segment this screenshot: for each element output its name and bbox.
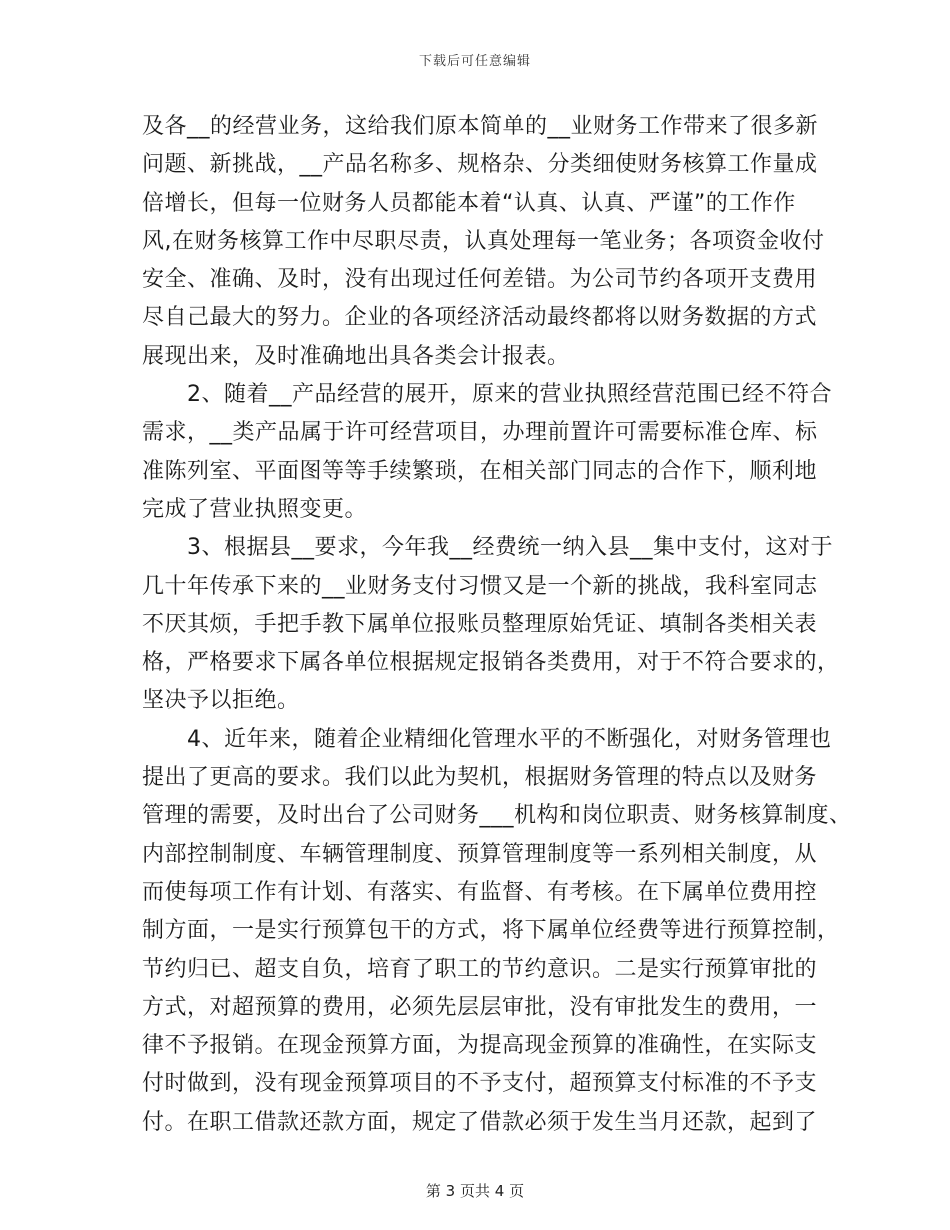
text-line: 而使每项工作有计划、有落实、有监督、有考核。在下属单位费用控 (142, 879, 818, 905)
text-line: 内部控制制度、车辆管理制度、预算管理制度等一系列相关制度，从 (142, 841, 818, 867)
text-line: 制方面，一是实行预算包干的方式，将下属单位经费等进行预算控制， (142, 918, 840, 944)
text-line: 管理的需要，及时出台了公司财务___机构和岗位职责、财务核算制度、 (142, 803, 852, 829)
text-line: 律不予报销。在现金预算方面，为提高现金预算的准确性，在实际支 (142, 1033, 818, 1059)
text-line: 节约归已、超支自负，培育了职工的节约意识。二是实行预算审批的 (142, 956, 818, 982)
text-line: 风,在财务核算工作中尽职尽责，认真处理每一笔业务；各项资金收付 (142, 228, 825, 254)
text-line: 准陈列室、平面图等等手续繁琐，在相关部门同志的合作下，顺利地 (142, 458, 818, 484)
text-line: 完成了营业执照变更。 (142, 496, 368, 522)
text-line: 方式，对超预算的费用，必须先层层审批，没有审批发生的费用，一 (142, 994, 818, 1020)
document-body (142, 108, 852, 1142)
page-header: 下载后可任意编辑 (418, 54, 531, 69)
text-line: 2、随着__产品经营的展开，原来的营业执照经营范围已经不符合 (142, 382, 832, 408)
text-line: 倍增长，但每一位财务人员都能本着“认真、认真、严谨”的工作作 (142, 190, 796, 216)
text-line: 需求，__类产品属于许可经营项目，办理前置许可需要标准仓库、标 (142, 420, 818, 446)
text-line: 4、近年来，随着企业精细化管理水平的不断强化，对财务管理也 (142, 726, 832, 752)
text-line: 展现出来，及时准确地出具各类会计报表。 (142, 343, 570, 369)
text-line: 尽自己最大的努力。企业的各项经济活动最终都将以财务数据的方式 (142, 305, 818, 331)
text-line: 付时做到，没有现金预算项目的不予支付，超预算支付标准的不予支 (142, 1071, 818, 1097)
page-footer: 第 3 页共 4 页 (425, 1182, 525, 1200)
text-line: 坚决予以拒绝。 (142, 688, 300, 714)
text-line: 格，严格要求下属各单位根据规定报销各类费用，对于不符合要求的， (142, 650, 840, 676)
text-line: 3、根据县__要求，今年我__经费统一纳入县__集中支付，这对于 (142, 535, 833, 561)
text-line: 不厌其烦，手把手教下属单位报账员整理原始凭证、填制各类相关表 (142, 611, 818, 637)
text-line: 问题、新挑战，__产品名称多、规格杂、分类细使财务核算工作量成 (142, 152, 818, 178)
text-line: 提出了更高的要求。我们以此为契机，根据财务管理的特点以及财务 (142, 765, 818, 791)
text-line: 及各__的经营业务，这给我们原本简单的__业财务工作带来了很多新 (142, 114, 819, 139)
text-line: 付。在职工借款还款方面，规定了借款必须于发生当月还款，起到了 (142, 1109, 818, 1135)
text-line: 安全、准确、及时，没有出现过任何差错。为公司节约各项开支费用 (142, 267, 818, 293)
text-line: 几十年传承下来的__业财务支付习惯又是一个新的挑战，我科室同志 (142, 573, 818, 599)
